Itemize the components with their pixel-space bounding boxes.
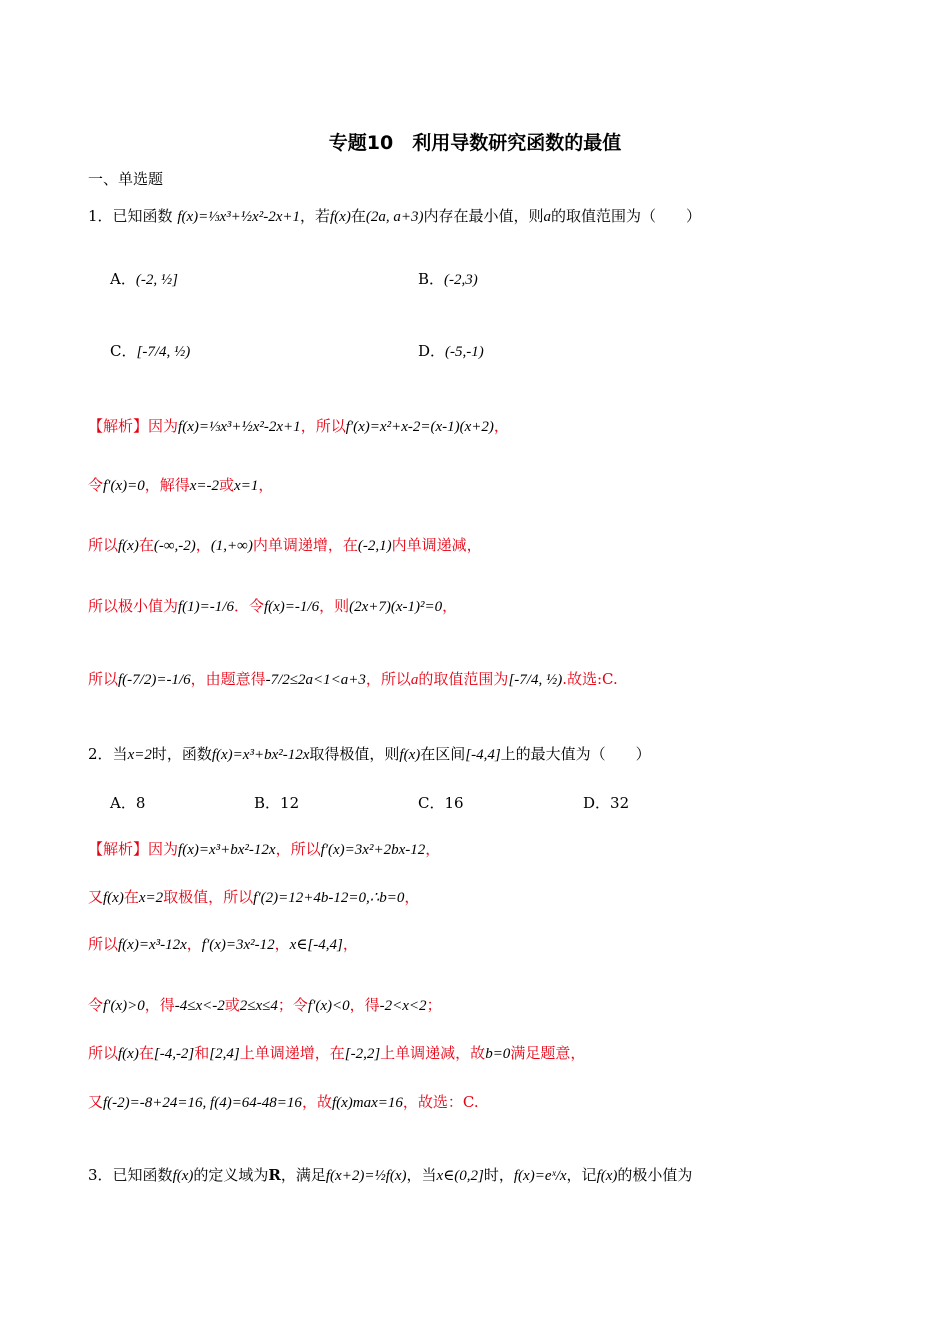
q1-solution-line-1: 【解析】因为f(x)=⅓x³+½x²-2x+1，所以f′(x)=x²+x-2=(x-1)(x+2)， [88,417,509,435]
q2-solution-line-3: 所以f(x)=x³-12x，f′(x)=3x²-12，x∈[-4,4]， [88,935,358,953]
solution-tag: 【解析】 [88,840,149,858]
page-title: 专题10 利用导数研究函数的最值 [328,132,622,154]
section-heading: 一、单选题 [88,170,164,188]
q2-solution-line-5: 所以f(x)在[-4,-2]和[2,4]上单调递增，在[-2,2]上单调递减，故b=0满足题意， [88,1044,586,1062]
q1-option-b[interactable]: B．(-2,3) [418,270,478,288]
solution-tag: 【解析】 [88,417,149,435]
q1-solution-line-3: 所以f(x)在(-∞,-2)，(1,+∞)内单调递增，在(-2,1)内单调递减， [88,536,482,554]
q1-option-d[interactable]: D．(-5,-1) [418,342,484,360]
q1-solution-line-4: 所以极小值为f(1)=-1/6．令f(x)=-1/6，则(2x+7)(x-1)²=0， [88,597,458,615]
q2-option-b[interactable]: B．12 [254,794,300,812]
q1-option-a[interactable]: A．(-2, ½] [110,270,178,288]
q2-option-d[interactable]: D．32 [583,794,630,812]
q2-solution-line-2: 又f(x)在x=2取极值，所以f′(2)=12+4b-12=0,∴b=0， [88,888,420,906]
q1-solution-line-5: 所以f(-7/2)=-1/6，由题意得-7/2≤2a<1<a+3，所以a的取值范围为[-7/4, ½).故选:C. [88,670,618,688]
q2-solution-line-6: 又f(-2)=-8+24=16, f(4)=64-48=16，故f(x)max=16，故选：C. [88,1093,479,1111]
q1-function: f(x)=⅓x³+½x²-2x+1 [177,209,300,225]
q2-solution-line-1: 【解析】因为f(x)=x³+bx²-12x，所以f′(x)=3x²+2bx-12， [88,840,441,858]
question-2-stem: 2．当x=2时，函数f(x)=x³+bx²-12x取得极值，则f(x)在区间[-4,4]上的最大值为（ ） [88,745,651,763]
question-3-stem: 3．已知函数f(x)的定义域为R，满足f(x+2)=½f(x)，当x∈(0,2]时，f(x)=eˣ/x，记f(x)的极小值为 [88,1166,693,1184]
question-1-stem: 1．已知函数 f(x)=⅓x³+½x²-2x+1，若f(x)在(2a, a+3)内存在最小值，则a的取值范围为（ ） [88,207,702,225]
q2-option-c[interactable]: C．16 [418,794,464,812]
q2-solution-line-4: 令f′(x)>0，得-4≤x<-2或2≤x≤4；令f′(x)<0，得-2<x<2； [88,996,442,1014]
q2-option-a[interactable]: A．8 [110,794,146,812]
q1-option-c[interactable]: C．[-7/4, ½) [110,342,191,360]
q1-solution-line-2: 令f′(x)=0，解得x=-2或x=1， [88,476,274,494]
